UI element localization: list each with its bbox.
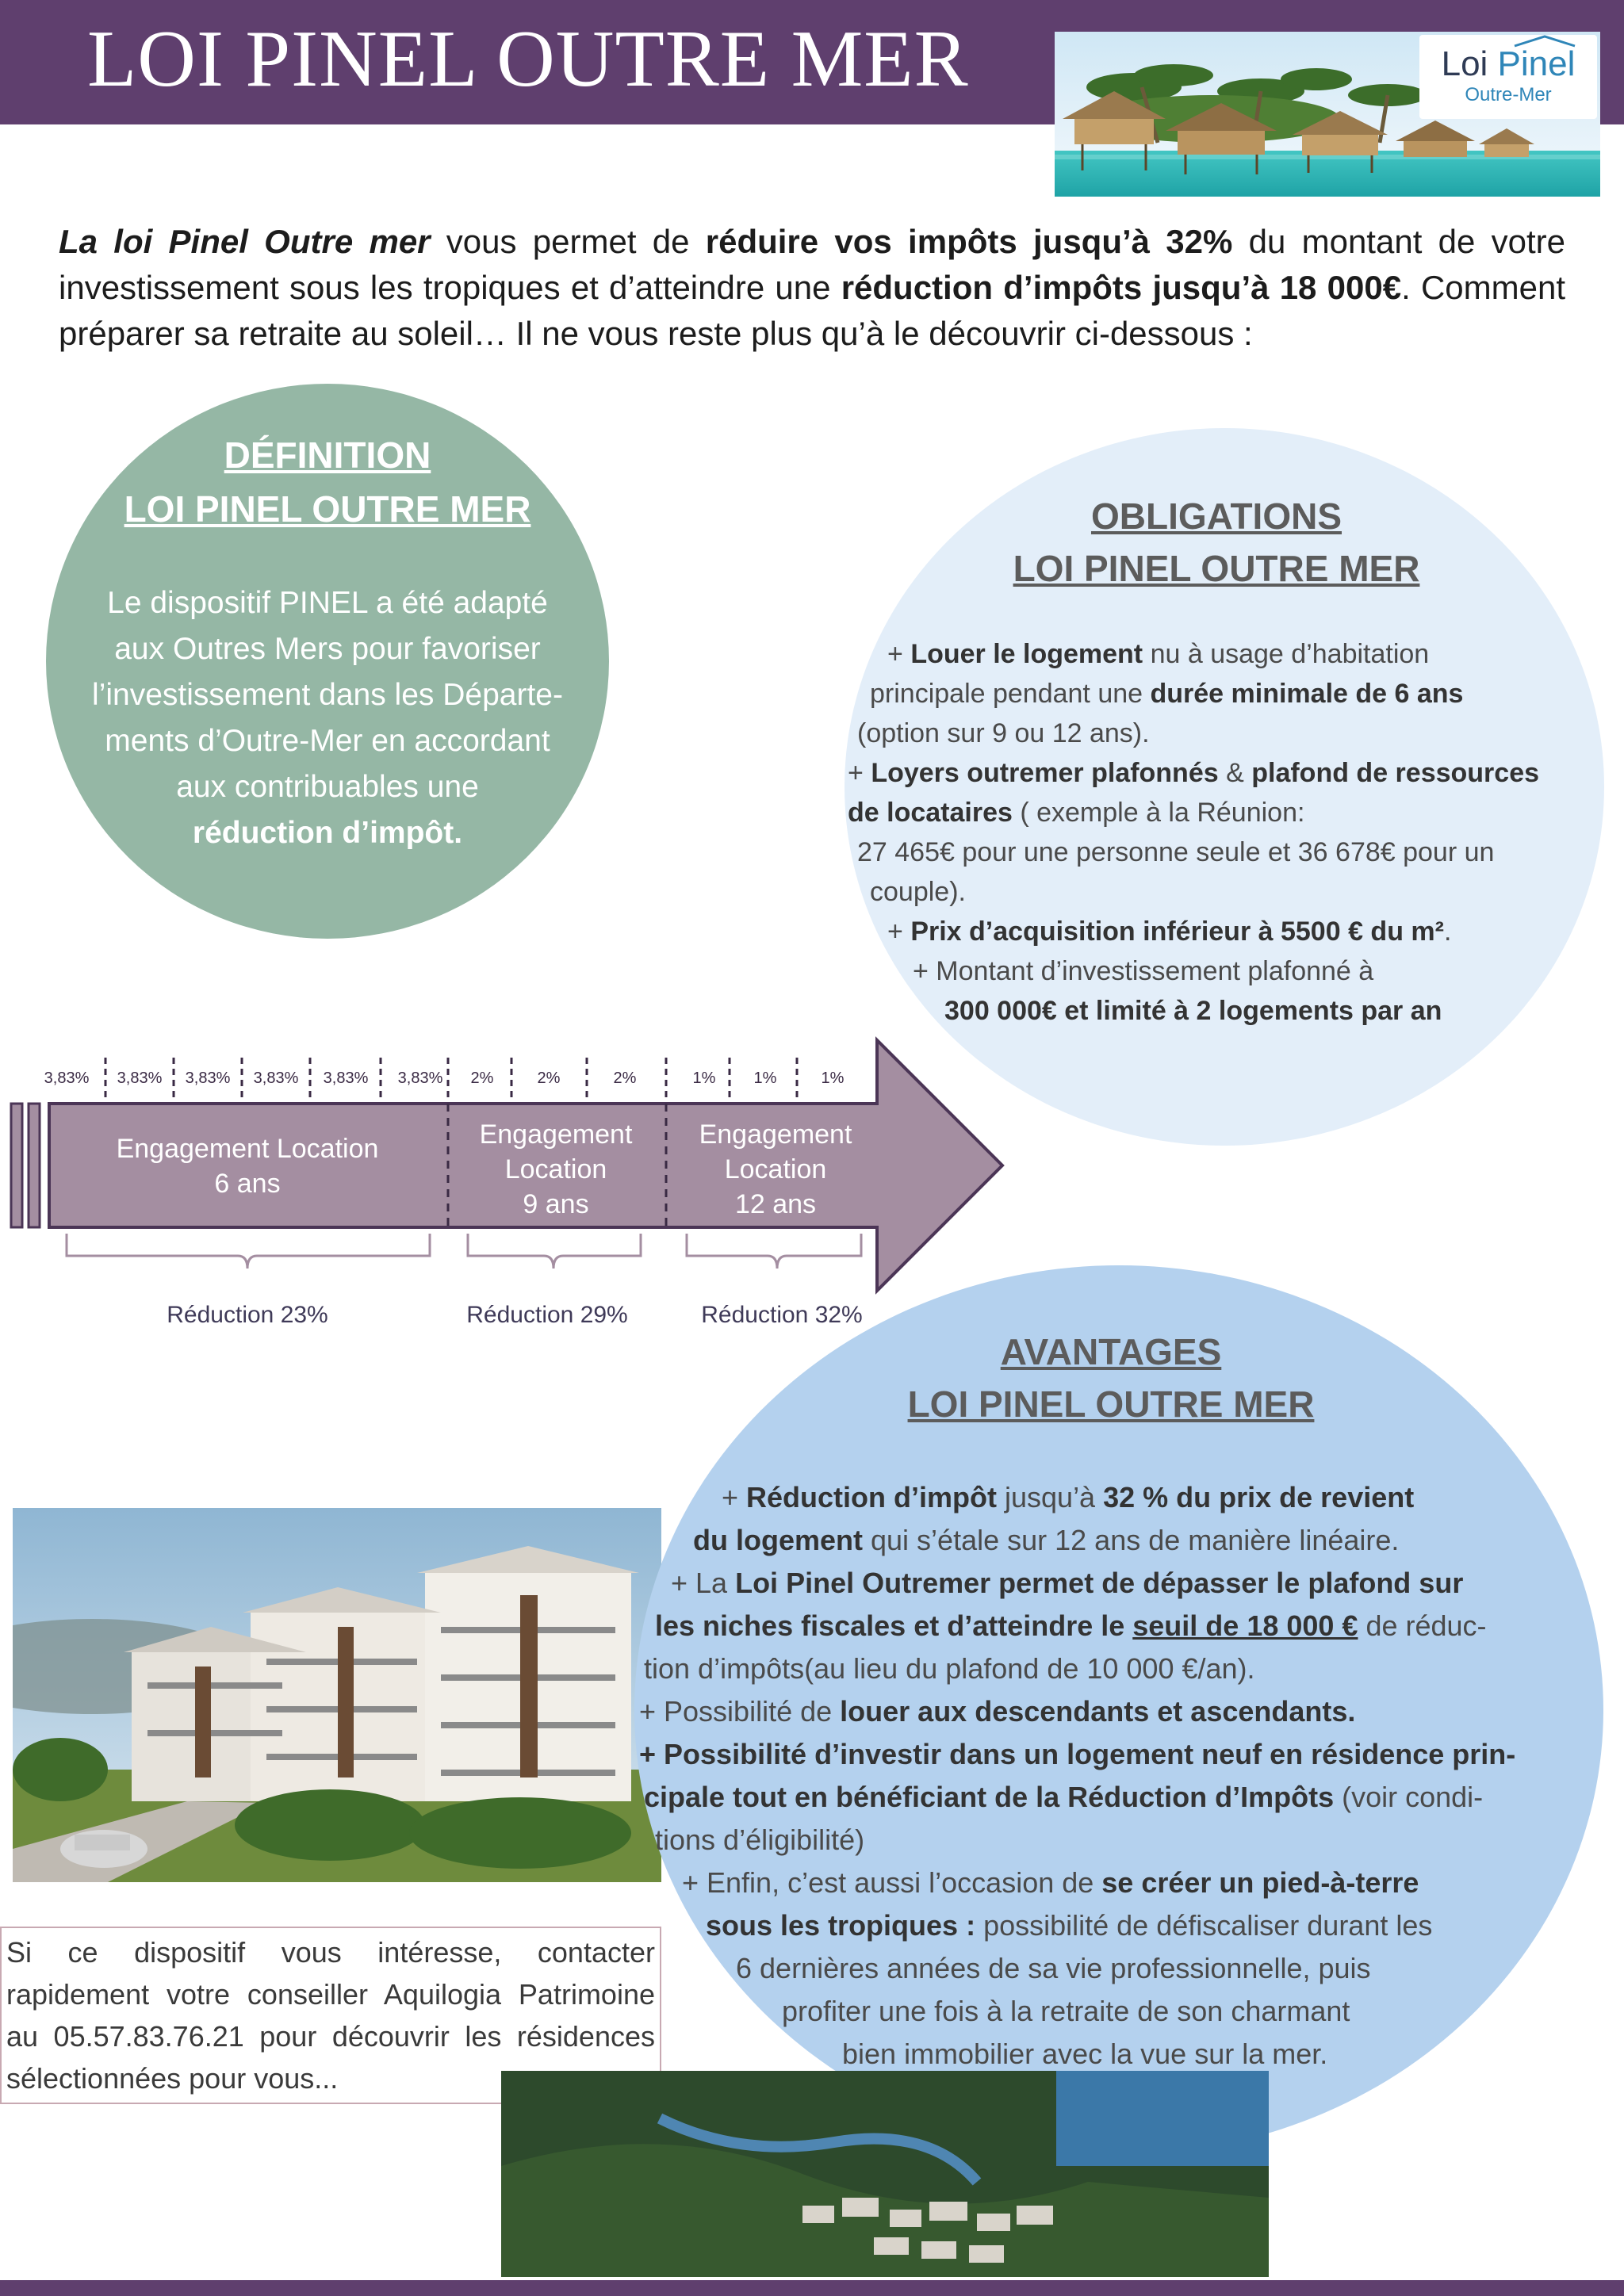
- timeline-start-bar-1: [11, 1104, 22, 1227]
- brace-12: [687, 1234, 861, 1269]
- footer-band: [0, 2280, 1624, 2296]
- tick-label: 1%: [753, 1070, 777, 1087]
- reduction-12: Réduction 32%: [701, 1302, 863, 1328]
- tick-label: 3,83%: [117, 1070, 163, 1087]
- tick-label: 2%: [470, 1070, 494, 1087]
- tick-label: 1%: [821, 1070, 845, 1087]
- definition-body: Le dispositif PINEL a été adapté aux Outres Mers pour favoriser l’investissement dans les Départe- ments d’Outre-Mer en accordant aux contribuables une réduction d’impôt.: [92, 586, 563, 850]
- roof-icon: [1513, 35, 1576, 48]
- obligations-body: + Louer le logement nu à usage d’habitation principale pendant une durée minimale de 6 ans (option sur 9 ou 12 ans). + Loyers outremer plafonnés & plafond de ressources de locataires ( exemple à la Réunion: 27 465€ pour une personne seule et 36 678€ pour un couple). + Prix d’acquisition inférieur à 5500 € du m². + Montant d’investissement plafonné à 300 000€ et limité à 2 logements par an: [848, 639, 1540, 1026]
- residence-building-photo: [13, 1508, 661, 1882]
- tick-label: 1%: [692, 1070, 716, 1087]
- segment-12-label-1: Engagement: [699, 1119, 852, 1150]
- segment-9-label-1: Engagement: [479, 1119, 633, 1150]
- definition-title: DÉFINITION LOI PINEL OUTRE MER: [124, 434, 531, 530]
- page-title: LOI PINEL OUTRE MER: [87, 14, 969, 104]
- brace-9: [468, 1234, 641, 1269]
- tick-label: 3,83%: [323, 1070, 369, 1087]
- tick-label: 3,83%: [185, 1070, 231, 1087]
- reduction-9: Réduction 29%: [466, 1302, 628, 1328]
- segment-12-label-2: Location: [724, 1154, 827, 1184]
- aerial-residence-photo: [501, 2071, 1269, 2277]
- tick-label: 3,83%: [397, 1070, 443, 1087]
- tick-label: 2%: [537, 1070, 561, 1087]
- engagement-timeline: [0, 1031, 1015, 1348]
- segment-6-label-2: 6 ans: [214, 1169, 281, 1199]
- timeline-start-bar-2: [29, 1104, 40, 1227]
- tick-label: 2%: [613, 1070, 637, 1087]
- building-render-image: [13, 1508, 661, 1882]
- segment-6-label-1: Engagement Location: [116, 1134, 379, 1164]
- intro-paragraph: La loi Pinel Outre mer vous permet de réduire vos impôts jusqu’à 32% du montant de votre investissement sous les tropiques et d’atteindre une réduction d’impôts jusqu’à 18 000€. Comment préparer sa retraite au soleil… Il ne vous reste plus qu’à le découvrir ci-dessous :: [59, 223, 1565, 352]
- reduction-6: Réduction 23%: [167, 1302, 328, 1328]
- segment-9-label-3: 9 ans: [523, 1189, 589, 1219]
- aerial-view-image: [501, 2071, 1269, 2277]
- tick-label: 3,83%: [44, 1070, 90, 1087]
- logo-text: Loi Pinel: [1441, 44, 1576, 83]
- logo-subtext: Outre-Mer: [1465, 84, 1552, 105]
- contact-text: Si ce dispositif vous intéresse, contacter rapidement votre conseiller Aquilogia Patrimoine au 05.57.83.76.21 pour découvrir les résidences sélectionnées pour vous...: [6, 1936, 655, 2095]
- loi-pinel-logo: [1419, 35, 1597, 119]
- segment-9-label-2: Location: [504, 1154, 607, 1184]
- avantages-body: + Réduction d’impôt jusqu’à 32 % du prix de revient du logement qui s’étale sur 12 ans de manière linéaire. + La Loi Pinel Outremer permet de dépasser le plafond sur les niches fiscales et d’atteindre le seuil de 18 000 € de réduc- tion d’impôts(au lieu du plafond de 10 000 €/an). + Possibilité de louer aux descendants et ascendants. + Possibilité d’investir dans un logement neuf en résidence prin- cipale tout en bénéficiant de la Réduction d’Impôts (voir condi- tions d’éligibilité) + Enfin, c’est aussi l’occasion de se créer un pied-à-terre sous les tropiques : possibilité de défiscaliser durant les 6 dernières années de sa vie professionnelle, puis profiter une fois à la retraite de son charmant bien immobilier avec la vue sur la mer.: [639, 1481, 1516, 2070]
- brace-6: [67, 1234, 430, 1269]
- segment-12-label-3: 12 ans: [734, 1189, 817, 1219]
- obligations-title: OBLIGATIONS LOI PINEL OUTRE MER: [1013, 496, 1420, 589]
- avantages-title: AVANTAGES LOI PINEL OUTRE MER: [907, 1331, 1315, 1425]
- tick-label: 3,83%: [253, 1070, 299, 1087]
